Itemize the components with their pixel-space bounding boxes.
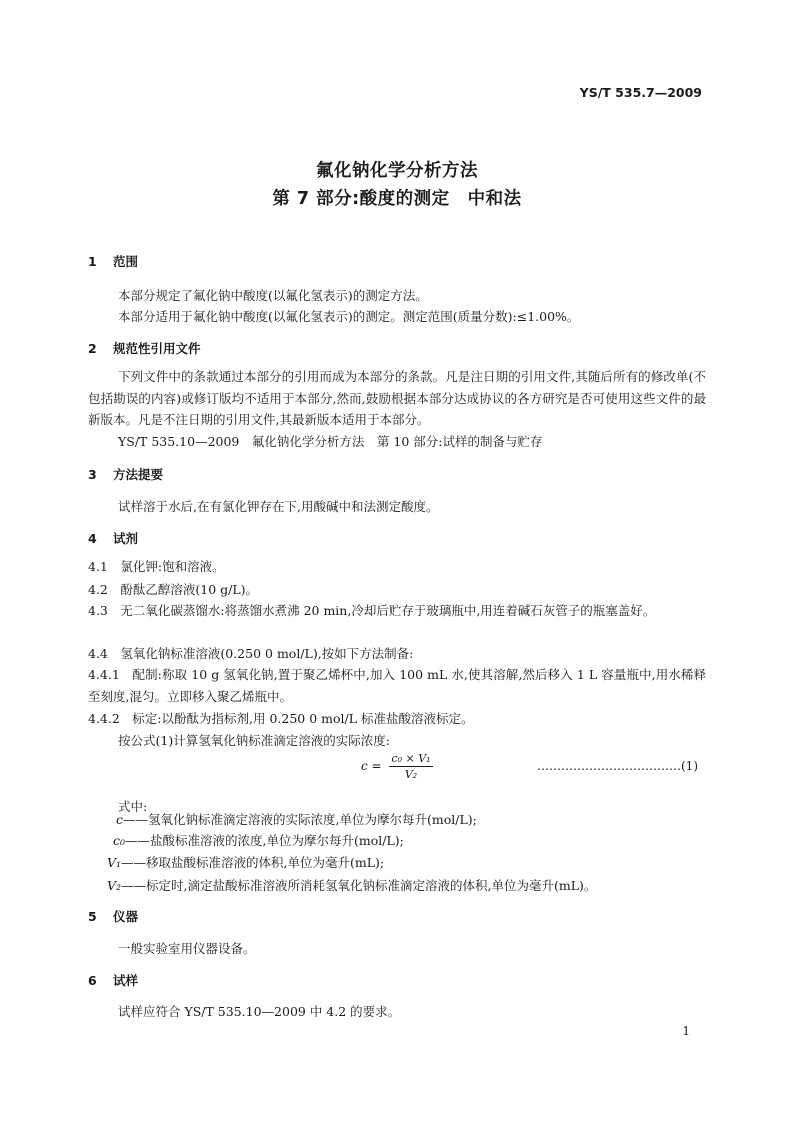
page-number: 1: [682, 1024, 690, 1038]
formula-fraction: [389, 752, 432, 781]
formula-numerator: c₀ × V₁: [391, 752, 431, 765]
section-number: 1: [88, 254, 97, 269]
where-label: 式中:: [118, 799, 148, 814]
section-title: 试剂: [113, 531, 139, 546]
section-1-paragraph-1: 本部分规定了氟化钠中酸度(以氟化氢表示)的测定方法。: [118, 288, 428, 303]
reagent-4-1: 4.1 氯化钾:饱和溶液。: [88, 559, 225, 574]
section-title: 方法提要: [113, 467, 164, 482]
section-number: 4: [88, 531, 97, 546]
document-subtitle: 第 7 部分:酸度的测定 中和法: [272, 189, 522, 209]
formula-intro: 按公式(1)计算氢氧化钠标准滴定溶液的实际浓度:: [118, 733, 390, 748]
section-title: 范围: [113, 254, 139, 269]
definition-symbol: V₁: [107, 855, 122, 870]
section-number: 5: [88, 909, 97, 924]
equation-number: ………………………………(1): [537, 759, 698, 773]
definition-text: ——移取盐酸标准溶液的体积,单位为毫升(mL);: [121, 855, 385, 870]
section-1-heading: [88, 252, 138, 270]
reagent-4-4-1: 4.4.1 配制:称取 10 g 氢氧化钠,置于聚乙烯杯中,加入 100 mL 水,使其溶解,然后移入 1 L 容量瓶中,用水稀释至刻度,混匀。立即移入聚乙烯瓶中。: [88, 667, 706, 704]
section-2-heading: [88, 339, 201, 357]
section-title: 试样: [113, 973, 139, 988]
formula-lhs: c =: [361, 759, 382, 773]
definition-text: ——氢氧化钠标准滴定溶液的实际浓度,单位为摩尔每升(mol/L);: [123, 812, 477, 827]
definition-symbol: c₀: [113, 833, 126, 848]
reagent-4-4-2: 4.4.2 标定:以酚酞为指标剂,用 0.250 0 mol/L 标准盐酸溶液标定。: [88, 711, 474, 726]
section-1-paragraph-2: 本部分适用于氟化钠中酸度(以氟化氢表示)的测定。测定范围(质量分数):≤1.00%。: [118, 309, 580, 324]
definition-c0: [113, 831, 404, 849]
section-3-paragraph-1: 试样溶于水后,在有氯化钾存在下,用酸碱中和法测定酸度。: [118, 499, 439, 514]
reagent-4-3: 4.3 无二氧化碳蒸馏水:将蒸馏水煮沸 20 min,冷却后贮存于玻璃瓶中,用连着碱石灰管子的瓶塞盖好。: [88, 603, 656, 618]
section-6-heading: [88, 971, 138, 989]
section-5-paragraph-1: 一般实验室用仪器设备。: [118, 941, 256, 956]
section-2-paragraph-1: 下列文件中的条款通过本部分的引用而成为本部分的条款。凡是注日期的引用文件,其随后所有的修改单(不包括勘误的内容)或修订版均不适用于本部分,然而,鼓励根据本部分达成协议的各方研究是否可使用这些文件的最新版本。凡是不注日期的引用文件,其最新版本适用于本部分。: [88, 369, 706, 427]
section-title: 规范性引用文件: [113, 341, 201, 356]
definition-symbol: c: [116, 812, 124, 827]
definition-c: [116, 810, 477, 828]
definition-v2: [107, 876, 596, 894]
section-number: 3: [88, 467, 97, 482]
reagent-4-2: 4.2 酚酞乙醇溶液(10 g/L)。: [88, 582, 259, 597]
reagent-4-4: 4.4 氢氧化钠标准溶液(0.250 0 mol/L),按如下方法制备:: [88, 646, 414, 661]
definition-text: ——盐酸标准溶液的浓度,单位为摩尔每升(mol/L);: [125, 833, 404, 848]
section-6-paragraph-1: 试样应符合 YS/T 535.10—2009 中 4.2 的要求。: [118, 1004, 401, 1019]
section-5-heading: [88, 907, 138, 925]
section-number: 6: [88, 973, 97, 988]
section-4-heading: [88, 529, 138, 547]
definition-symbol: V₂: [107, 878, 122, 893]
document-title: 氟化钠化学分析方法: [316, 161, 478, 181]
definition-text: ——标定时,滴定盐酸标准溶液所消耗氢氧化钠标准滴定溶液的体积,单位为毫升(mL)。: [121, 878, 597, 893]
formula-denominator: V₂: [404, 768, 418, 781]
concentration-formula: [361, 752, 433, 781]
section-3-heading: [88, 465, 163, 483]
standard-code: YS/T 535.7—2009: [579, 85, 702, 100]
definition-v1: [107, 853, 384, 871]
section-number: 2: [88, 341, 97, 356]
section-title: 仪器: [113, 909, 139, 924]
normative-reference: YS/T 535.10—2009 氟化钠化学分析方法 第 10 部分:试样的制备与贮存: [118, 434, 543, 449]
